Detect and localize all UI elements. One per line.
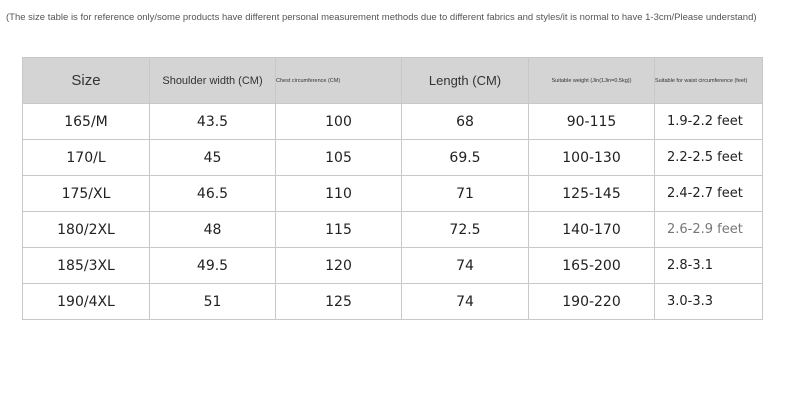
table-row	[23, 140, 763, 176]
cell-shoulder: 45	[150, 140, 276, 176]
cell-weight: 90-115	[529, 104, 655, 140]
cell-length: 74	[402, 284, 529, 320]
cell-weight: 125-145	[529, 176, 655, 212]
cell-chest: 120	[276, 248, 402, 284]
header-size: Size	[23, 58, 150, 104]
header-length: Length (CM)	[402, 58, 529, 104]
size-table	[22, 57, 763, 320]
header-waist-circumference: Suitable for waist circumference (feet)	[655, 58, 763, 104]
cell-weight: 165-200	[529, 248, 655, 284]
cell-size: 180/2XL	[23, 212, 150, 248]
reference-note: (The size table is for reference only/some products have different personal measurement methods due to different fabrics and styles/it is normal to have 1-3cm/Please understand)	[6, 12, 757, 23]
cell-chest: 105	[276, 140, 402, 176]
cell-shoulder: 48	[150, 212, 276, 248]
table-row	[23, 212, 763, 248]
header-chest-circumference: Chest circumference (CM)	[276, 58, 402, 104]
cell-length: 71	[402, 176, 529, 212]
cell-waist: 2.6-2.9 feet	[655, 212, 763, 248]
cell-waist: 2.4-2.7 feet	[655, 176, 763, 212]
cell-shoulder: 43.5	[150, 104, 276, 140]
cell-waist: 3.0-3.3	[655, 284, 763, 320]
cell-length: 72.5	[402, 212, 529, 248]
table-header-row	[23, 58, 763, 104]
cell-chest: 125	[276, 284, 402, 320]
cell-weight: 140-170	[529, 212, 655, 248]
cell-waist: 1.9-2.2 feet	[655, 104, 763, 140]
header-shoulder-width: Shoulder width (CM)	[150, 58, 276, 104]
cell-shoulder: 49.5	[150, 248, 276, 284]
cell-chest: 110	[276, 176, 402, 212]
cell-waist: 2.2-2.5 feet	[655, 140, 763, 176]
cell-length: 74	[402, 248, 529, 284]
cell-size: 165/M	[23, 104, 150, 140]
cell-weight: 190-220	[529, 284, 655, 320]
cell-shoulder: 46.5	[150, 176, 276, 212]
cell-shoulder: 51	[150, 284, 276, 320]
table-row	[23, 104, 763, 140]
table-row	[23, 176, 763, 212]
table-row	[23, 284, 763, 320]
cell-chest: 100	[276, 104, 402, 140]
table-row	[23, 248, 763, 284]
header-suitable-weight: Suitable weight (Jin(1Jin=0.5kg))	[529, 58, 655, 104]
cell-weight: 100-130	[529, 140, 655, 176]
cell-chest: 115	[276, 212, 402, 248]
cell-size: 170/L	[23, 140, 150, 176]
cell-size: 190/4XL	[23, 284, 150, 320]
cell-length: 69.5	[402, 140, 529, 176]
cell-size: 185/3XL	[23, 248, 150, 284]
cell-length: 68	[402, 104, 529, 140]
cell-size: 175/XL	[23, 176, 150, 212]
cell-waist: 2.8-3.1	[655, 248, 763, 284]
